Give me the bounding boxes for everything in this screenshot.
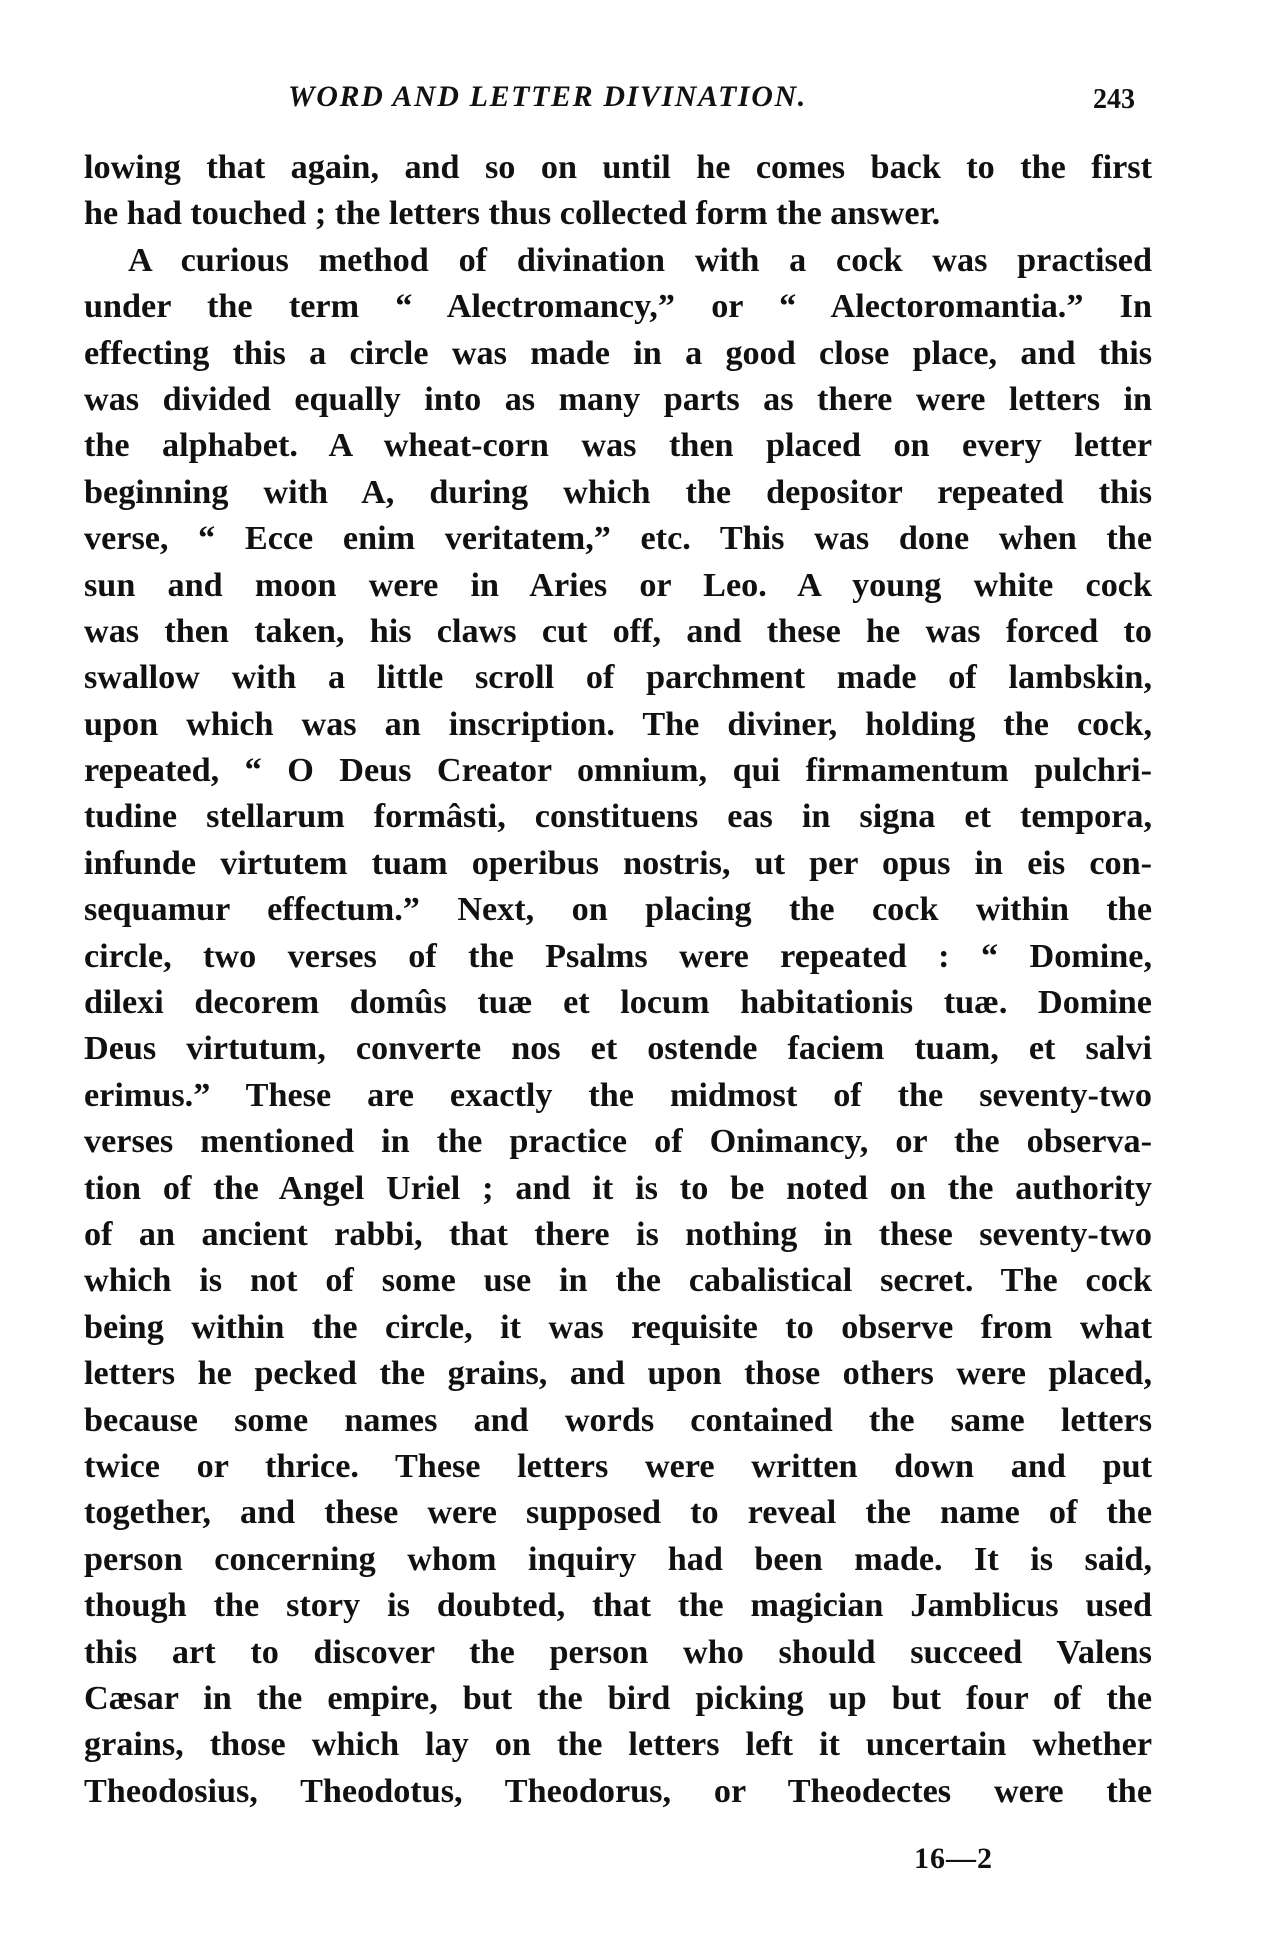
text-line: Deus virtutum, converte nos et ostende faciem tuam, et salvi [84,1030,1152,1068]
page-number: 243 [1093,84,1135,115]
text-line: verse, “ Ecce enim veritatem,” etc. This was done when the [84,520,1152,558]
signature-mark: 16—2 [914,1842,993,1875]
text-line: repeated, “ O Deus Creator omnium, qui firmamentum pulchri- [84,752,1152,790]
text-line: swallow with a little scroll of parchment made of lambskin, [84,659,1152,697]
text-line: dilexi decorem domûs tuæ et locum habitationis tuæ. Domine [84,984,1152,1022]
text-line: beginning with A, during which the depositor repeated this [84,473,1152,511]
text-line: infunde virtutem tuam operibus nostris, ut per opus in eis con- [84,844,1152,882]
text-line: being within the circle, it was requisite to observe from what [84,1308,1152,1346]
text-line: because some names and words contained the same letters [84,1401,1152,1439]
text-line: Theodosius, Theodotus, Theodorus, or Theodectes were the [84,1772,1152,1810]
text-line: tudine stellarum formâsti, constituens eas in signa et tempora, [84,798,1152,836]
text-line: together, and these were supposed to reveal the name of the [84,1494,1152,1532]
text-line: Cæsar in the empire, but the bird picking up but four of the [84,1679,1152,1717]
text-line: person concerning whom inquiry had been made. It is said, [84,1540,1152,1578]
text-line: though the story is doubted, that the magician Jamblicus used [84,1587,1152,1625]
text-line: letters he pecked the grains, and upon those others were placed, [84,1355,1152,1393]
paragraph-start-line: A curious method of divination with a cock was practised [128,241,1152,279]
text-line: of an ancient rabbi, that there is nothing in these seventy-two [84,1215,1152,1253]
text-line: he had touched ; the letters thus collected form the answer. [84,195,941,233]
running-title: WORD AND LETTER DIVINATION. [288,80,807,113]
text-line: twice or thrice. These letters were written down and put [84,1447,1152,1485]
text-line: lowing that again, and so on until he comes back to the first [84,149,1152,186]
text-line: under the term “ Alectromancy,” or “ Alectoromantia.” In [84,288,1152,326]
body-text [84,145,1152,1815]
text-line: was then taken, his claws cut off, and these he was forced to [84,612,1152,650]
text-line: sequamur effectum.” Next, on placing the cock within the [84,891,1152,929]
text-line: grains, those which lay on the letters left it uncertain whether [84,1726,1152,1764]
text-line: verses mentioned in the practice of Onimancy, or the observa- [84,1123,1152,1161]
text-line: was divided equally into as many parts as there were letters in [84,380,1152,418]
text-line: sun and moon were in Aries or Leo. A young white cock [84,566,1152,604]
text-line: erimus.” These are exactly the midmost of the seventy-two [84,1076,1152,1114]
text-line: the alphabet. A wheat-corn was then placed on every letter [84,427,1152,465]
running-head [0,80,1275,120]
text-line: this art to discover the person who should succeed Valens [84,1633,1152,1671]
text-line: which is not of some use in the cabalistical secret. The cock [84,1262,1152,1300]
text-line: circle, two verses of the Psalms were repeated : “ Domine, [84,937,1152,975]
text-line: tion of the Angel Uriel ; and it is to be noted on the authority [84,1169,1152,1207]
text-line: upon which was an inscription. The diviner, holding the cock, [84,705,1152,743]
text-line: effecting this a circle was made in a good close place, and this [84,334,1152,372]
